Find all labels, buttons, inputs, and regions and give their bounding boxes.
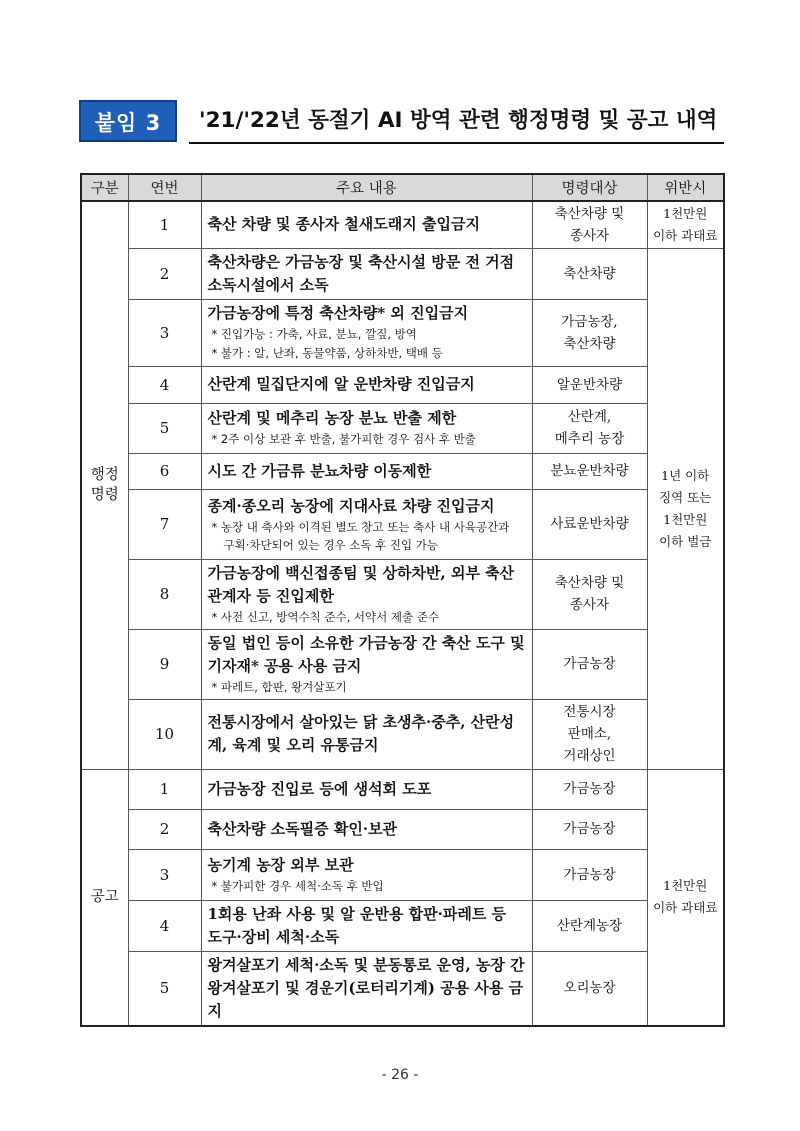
content-text: 동일 법인 등이 소유한 가금농장 간 축산 도구 및 기자재* 공용 사용 금지 <box>207 633 525 675</box>
row-content <box>201 248 532 299</box>
content-text: 1회용 난좌 사용 및 알 운반용 합판·파레트 등 도구·장비 세척·소독 <box>207 904 507 946</box>
row-number: 6 <box>128 453 201 489</box>
header-category: 구분 <box>81 174 128 201</box>
target-text: 축산차량 및 종사자 <box>554 205 625 244</box>
content-text: 시도 간 가금류 분뇨차량 이동제한 <box>207 461 432 480</box>
row-number: 9 <box>128 629 201 699</box>
table-row <box>81 248 724 299</box>
category-label: 행정 명령 <box>90 467 119 504</box>
row-number: 5 <box>128 403 201 453</box>
content-note: * 2주 이상 보관 후 반출, 불가피한 경우 검사 후 반출 <box>211 432 476 446</box>
target-text: 분뇨운반차량 <box>550 463 629 479</box>
row-target <box>532 559 647 629</box>
table-row <box>81 809 724 849</box>
row-target <box>532 403 647 453</box>
table-row <box>81 951 724 1026</box>
table-row <box>81 489 724 559</box>
row-target <box>532 900 647 951</box>
target-text: 산란계, 메추리 농장 <box>554 409 625 447</box>
content-text: 종계·종오리 농장에 지대사료 차량 진입금지 <box>207 496 495 515</box>
table-row <box>81 366 724 403</box>
target-text: 오리농장 <box>563 980 616 996</box>
table-row <box>81 559 724 629</box>
orders-table <box>80 173 725 1027</box>
row-target <box>532 699 647 769</box>
table-row <box>81 629 724 699</box>
content-note: * 불가 : 알, 난좌, 동물약품, 상하차반, 택배 등 <box>211 346 443 360</box>
target-text: 가금농장 <box>563 821 616 837</box>
row-content <box>201 201 532 248</box>
target-text: 알운반차량 <box>556 376 623 393</box>
category-cell-notice <box>81 769 128 1026</box>
row-content <box>201 299 532 366</box>
target-text: 전통시장 판매소, 거래상인 <box>563 704 616 764</box>
row-target <box>532 453 647 489</box>
penalty-cell <box>647 769 724 1026</box>
row-content <box>201 900 532 951</box>
row-content <box>201 849 532 900</box>
row-number: 1 <box>128 769 201 809</box>
row-number: 3 <box>128 849 201 900</box>
table-row <box>81 849 724 900</box>
table-row <box>81 769 724 809</box>
content-text: 가금농장에 백신접종팀 및 상하차반, 외부 축산관계자 등 진입제한 <box>207 563 515 605</box>
row-target <box>532 849 647 900</box>
table-header-row <box>81 174 724 201</box>
content-text: 가금농장 진입로 등에 생석회 도포 <box>207 779 432 798</box>
content-note: * 농장 내 축사와 이격된 별도 창고 또는 축사 내 사육공간과 <box>211 519 510 534</box>
row-target <box>532 248 647 299</box>
content-text: 왕겨살포기 세척·소독 및 분동통로 운영, 농장 간 왕겨살포기 및 경운기(로터리기계) 공용 사용 금지 <box>207 955 525 1020</box>
row-number: 4 <box>128 366 201 403</box>
row-target <box>532 489 647 559</box>
row-target <box>532 769 647 809</box>
row-target <box>532 299 647 366</box>
penalty-cell <box>647 248 724 769</box>
content-text: 전통시장에서 살아있는 닭 초생추·중추, 산란성계, 육계 및 오리 유통금지 <box>207 713 515 754</box>
row-number: 8 <box>128 559 201 629</box>
header-content: 주요 내용 <box>201 174 532 201</box>
attachment-badge: 붙임 3 <box>79 100 177 142</box>
title-underline <box>189 142 724 144</box>
target-text: 사료운반차량 <box>550 516 629 532</box>
content-text: 가금농장에 특정 축산차량* 외 진입금지 <box>207 304 469 322</box>
row-content <box>201 769 532 809</box>
header-penalty: 위반시 <box>647 174 724 201</box>
row-content <box>201 629 532 699</box>
content-note: * 진입가능 : 가축, 사료, 분뇨, 깔짚, 방역 <box>211 327 417 341</box>
target-text: 산란계농장 <box>556 917 623 934</box>
target-text: 가금농장 <box>563 656 616 672</box>
penalty-text: 1년 이하 징역 또는 1천만원 이하 벌금 <box>659 467 712 549</box>
table-row <box>81 699 724 769</box>
content-text: 축산 차량 및 종사자 철새도래지 출입금지 <box>207 215 480 234</box>
table-row <box>81 403 724 453</box>
content-note: 구획·차단되어 있는 경우 소독 후 진입 가능 <box>223 537 438 552</box>
header-number: 연번 <box>128 174 201 201</box>
category-cell-admin-order <box>81 201 128 769</box>
target-text: 축산차량 및 종사자 <box>554 575 625 613</box>
table-row <box>81 900 724 951</box>
row-number: 2 <box>128 809 201 849</box>
content-note: * 불가피한 경우 세척·소독 후 반입 <box>211 878 384 893</box>
row-target <box>532 366 647 403</box>
row-number: 7 <box>128 489 201 559</box>
row-content <box>201 951 532 1026</box>
table-row <box>81 453 724 489</box>
content-note: * 파레트, 합판, 왕겨살포기 <box>211 679 347 694</box>
header-target: 명령대상 <box>532 174 647 201</box>
row-content <box>201 366 532 403</box>
table-row <box>81 299 724 366</box>
row-target <box>532 809 647 849</box>
penalty-cell <box>647 201 724 248</box>
row-content <box>201 699 532 769</box>
target-text: 축산차량 <box>563 265 616 282</box>
row-content <box>201 489 532 559</box>
target-text: 가금농장 <box>563 866 616 883</box>
row-number: 5 <box>128 951 201 1026</box>
row-target <box>532 201 647 248</box>
row-content <box>201 403 532 453</box>
penalty-text: 1천만원 이하 과태료 <box>653 878 718 915</box>
title-bar <box>79 100 724 144</box>
row-content <box>201 559 532 629</box>
row-target <box>532 951 647 1026</box>
row-target <box>532 629 647 699</box>
content-text: 농기계 농장 외부 보관 <box>207 855 354 874</box>
row-content <box>201 809 532 849</box>
page-number: - 26 - <box>381 1067 419 1083</box>
row-number: 2 <box>128 248 201 299</box>
row-number: 10 <box>128 699 201 769</box>
target-text: 가금농장 <box>563 781 616 797</box>
row-number: 3 <box>128 299 201 366</box>
target-text: 가금농장, 축산차량 <box>561 313 618 352</box>
page-title: '21/'22년 동절기 AI 방역 관련 행정명령 및 공고 내역 <box>199 108 718 133</box>
row-number: 1 <box>128 201 201 248</box>
row-number: 4 <box>128 900 201 951</box>
content-text: 축산차량은 가금농장 및 축산시설 방문 전 거점소독시설에서 소독 <box>207 252 515 294</box>
table-row <box>81 201 724 248</box>
content-text: 축산차량 소독필증 확인·보관 <box>207 819 398 838</box>
category-label: 공고 <box>90 889 119 905</box>
content-text: 산란계 및 메추리 농장 분뇨 반출 제한 <box>207 409 457 427</box>
row-content <box>201 453 532 489</box>
content-text: 산란계 밀집단지에 알 운반차량 진입금지 <box>207 375 475 393</box>
content-note: * 사전 신고, 방역수칙 준수, 서약서 제출 준수 <box>211 609 440 624</box>
penalty-text: 1천만원 이하 과태료 <box>653 205 718 243</box>
